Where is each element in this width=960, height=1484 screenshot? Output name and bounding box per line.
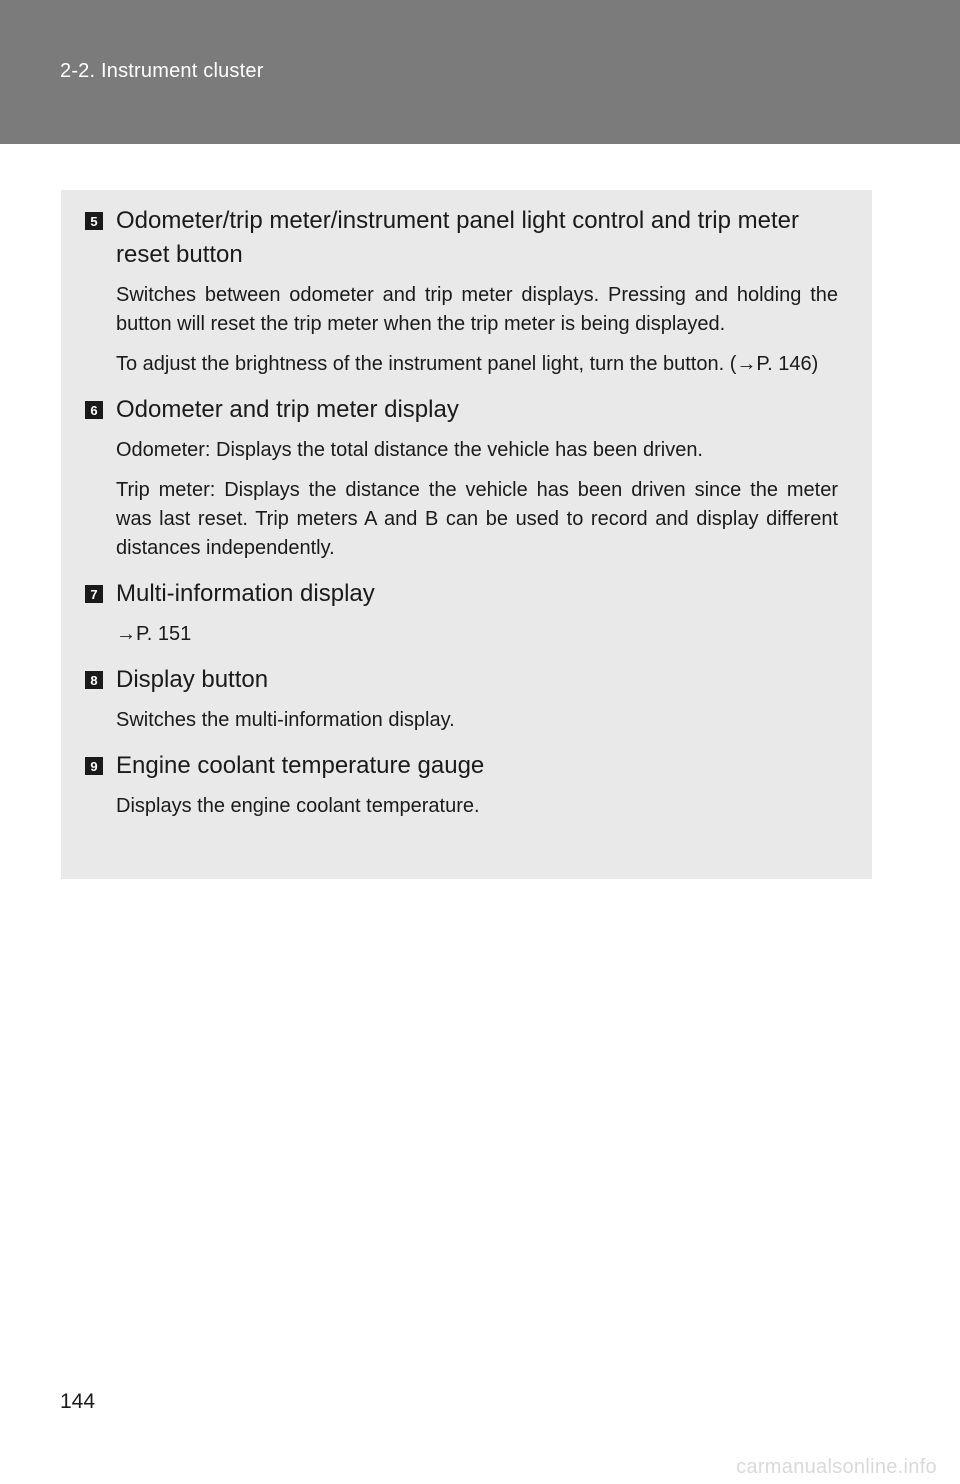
item-body: [85, 783, 838, 821]
number-badge-8: 8: [85, 671, 103, 689]
header-band: [0, 0, 960, 144]
page-number: 144: [60, 1390, 96, 1413]
list-item-6: [85, 393, 838, 563]
number-badge-5: 5: [85, 212, 103, 230]
list-item-5: [85, 204, 838, 379]
number-badge-7: 7: [85, 585, 103, 603]
item-title-row: [85, 663, 838, 697]
item-title-row: [85, 577, 838, 611]
list-item-8: [85, 663, 838, 735]
item-title: Display button: [116, 666, 269, 693]
item-paragraph: Switches between odometer and trip meter displays. Pressing and holding the button will reset the trip meter when the trip meter is being displayed.: [116, 284, 838, 335]
item-title: Engine coolant temperature gauge: [116, 752, 485, 779]
item-paragraph: Displays the engine coolant temperature.: [116, 795, 480, 817]
section-label: 2-2. Instrument cluster: [60, 60, 264, 82]
item-paragraph: To adjust the brightness of the instrument panel light, turn the button. (→P. 146): [116, 353, 819, 375]
item-body: [85, 697, 838, 735]
number-badge-9: 9: [85, 757, 103, 775]
item-paragraph: Trip meter: Displays the distance the vehicle has been driven since the meter was last reset. Trip meters A and B can be used to record and display different distances independently.: [116, 479, 838, 559]
item-title: Multi-information display: [116, 580, 375, 607]
number-badge-6: 6: [85, 401, 103, 419]
item-title: Odometer/trip meter/instrument panel light control and trip meter reset button: [116, 207, 799, 268]
watermark: carmanualsonline.info: [736, 1456, 937, 1478]
item-body: [85, 611, 838, 649]
list-item-7: [85, 577, 838, 649]
content-box: [61, 190, 872, 879]
page-reference: →P. 151: [116, 623, 192, 645]
item-title-row: [85, 749, 838, 783]
item-title-row: [85, 393, 838, 427]
item-title-row: [85, 204, 838, 272]
item-paragraph: Switches the multi-information display.: [116, 709, 455, 731]
item-paragraph: Odometer: Displays the total distance the vehicle has been driven.: [116, 439, 703, 461]
item-body: [85, 427, 838, 563]
item-body: [85, 272, 838, 379]
list-item-9: [85, 749, 838, 821]
item-title: Odometer and trip meter display: [116, 396, 459, 423]
